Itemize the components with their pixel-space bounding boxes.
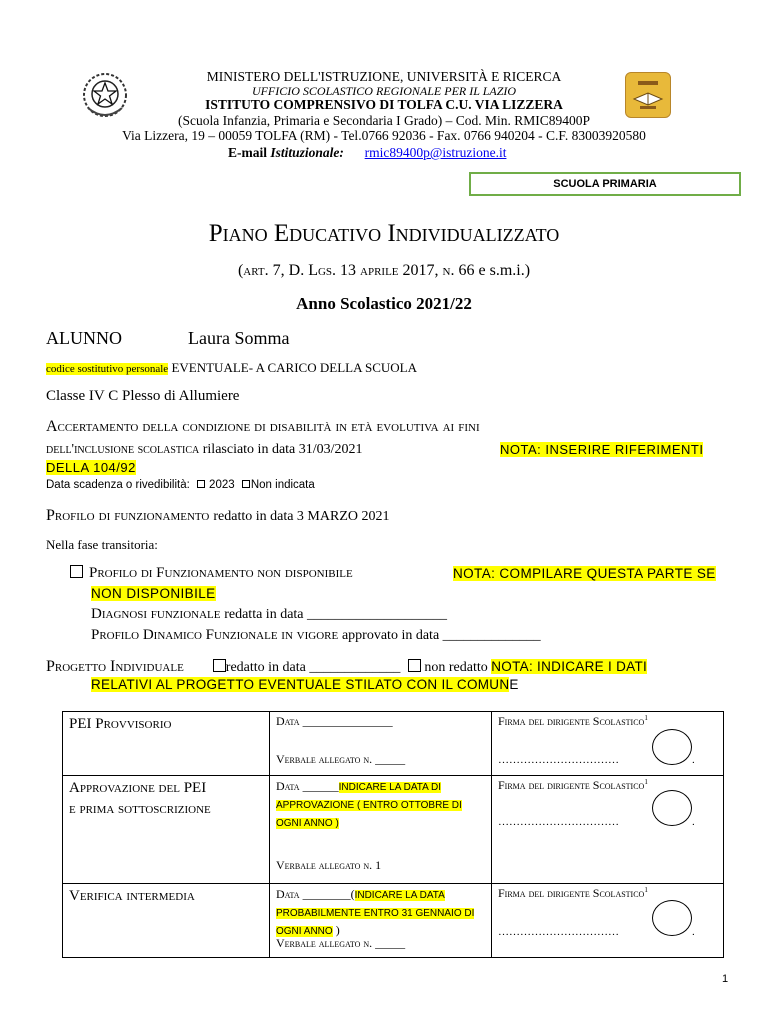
signature-line: ……………………………: [498, 754, 619, 766]
email-label-institutional: Istituzionale:: [270, 145, 344, 160]
document-subtitle: (art. 7, D. Lgs. 13 aprile 2017, n. 66 e s.m.i.): [237, 262, 531, 279]
row-label: PEI Provvisorio: [63, 712, 270, 776]
firma-cell: Firma del dirigente Scolastico$^1$ …………………………… .: [492, 776, 724, 884]
table-row: [63, 776, 724, 884]
progetto-line: [46, 658, 647, 676]
email-link[interactable]: rmic89400p@istruzione.it: [364, 145, 507, 160]
page-number: 1: [722, 973, 729, 985]
progetto-note-cont-line: [91, 677, 519, 692]
firma-cell: Firma del dirigente Scolastico$^1$ …………………………… .: [492, 712, 724, 776]
table-row: [63, 712, 724, 776]
verbale-field: Verbale allegato n. _____: [276, 936, 406, 950]
school-level-badge: SCUOLA PRIMARIA: [469, 172, 741, 196]
ministry-name: MINISTERO DELL'ISTRUZIONE, UNIVERSITÀ E RICERCA: [206, 69, 562, 84]
student-label: ALUNNO: [46, 328, 122, 348]
row-label: Verifica intermedia: [63, 884, 270, 958]
progetto-redatto-label: redatto in data _____________: [225, 660, 401, 675]
accertamento-line2: dell'inclusione scolastica rilasciato in data 31/03/2021: [46, 442, 363, 457]
signature-line: ……………………………: [498, 926, 619, 938]
email-line: [228, 145, 506, 161]
transitoria-note-cont: NON DISPONIBILE: [91, 586, 216, 601]
firma-cell: Firma del dirigente Scolastico$^1$ …………………………… .: [492, 884, 724, 958]
firma-label: Firma del dirigente Scolastico: [498, 778, 645, 792]
data-cell: Data ______INDICARE LA DATA DI APPROVAZIONE ( ENTRO OTTOBRE DI OGNI ANNO ) Verbale allegato n. 1: [270, 776, 492, 884]
diagnosi-line: Diagnosi funzionale redatta in data ____________________: [91, 606, 448, 622]
stamp-circle: [652, 729, 692, 765]
scadenza-non-indicata-label: Non indicata: [250, 479, 315, 491]
document-title: Piano Educativo Individualizzato: [208, 220, 560, 247]
data-cell: Data _______________ Verbale allegato n. _____: [270, 712, 492, 776]
student-name: Laura Somma: [188, 328, 290, 348]
regional-office: UFFICIO SCOLASTICO REGIONALE PER IL LAZIO: [251, 84, 517, 98]
code-line: [46, 360, 417, 376]
row-label: Approvazione del PEI e prima sottoscrizione: [63, 776, 270, 884]
email-label: E-mail: [228, 145, 271, 160]
fase-transitoria: Nella fase transitoria:: [46, 537, 158, 552]
table-row: [63, 884, 724, 958]
profilo-non-disponibile-checkbox[interactable]: [70, 565, 83, 578]
verifica-note: INDICARE LA DATA PROBABILMENTE ENTRO 31 GENNAIO DI OGNI ANNO: [276, 890, 475, 937]
stamp-circle: [652, 790, 692, 826]
school-year: Anno Scolastico 2021/22: [296, 294, 472, 313]
progetto-redatto-checkbox[interactable]: [213, 659, 226, 672]
institute-name: ISTITUTO COMPRENSIVO DI TOLFA C.U. VIA LIZZERA: [205, 97, 563, 112]
profilo-non-disponibile-item: [70, 565, 353, 582]
institute-address: Via Lizzera, 19 – 00059 TOLFA (RM) - Tel.0766 92036 - Fax. 0766 940204 - C.F. 83003920580: [122, 128, 646, 143]
scadenza-label: Data scadenza o rivedibilità:: [46, 479, 190, 491]
pei-signature-table: [62, 711, 724, 958]
code-label: codice sostitutivo personale: [46, 363, 169, 375]
accertamento-heading: Accertamento della condizione di disabilità in età evolutiva ai fini: [46, 418, 480, 435]
firma-label: Firma del dirigente Scolastico: [498, 886, 645, 900]
scadenza-line: [46, 479, 315, 491]
institute-levels: (Scuola Infanzia, Primaria e Secondaria I Grado) – Cod. Min. RMIC89400P: [177, 113, 591, 128]
progetto-note: NOTA: INDICARE I DATI: [491, 659, 648, 674]
scadenza-2023-label: 2023: [209, 479, 235, 491]
progetto-non-redatto-label: non redatto: [420, 660, 492, 675]
transitoria-note: NOTA: COMPILARE QUESTA PARTE SE: [453, 566, 716, 581]
profilo-line: Profilo di funzionamento redatto in data 3 MARZO 2021: [46, 507, 390, 524]
verbale-field: Verbale allegato n. _____: [276, 752, 406, 766]
progetto-note-cont: RELATIVI AL PROGETTO EVENTUALE STILATO CON IL COMUN: [91, 677, 510, 692]
progetto-label: Progetto Individuale: [46, 658, 184, 675]
progetto-note-tail: E: [509, 677, 519, 692]
scadenza-2023-checkbox[interactable]: [197, 480, 205, 488]
approvazione-note: INDICARE LA DATA DI APPROVAZIONE ( ENTRO OTTOBRE DI OGNI ANNO ): [276, 782, 462, 829]
accertamento-note: NOTA: INSERIRE RIFERIMENTI: [500, 442, 704, 457]
pdf-line: Profilo Dinamico Funzionale in vigore approvato in data ______________: [91, 627, 541, 643]
class-line: Classe IV C Plesso di Allumiere: [46, 388, 240, 404]
progetto-non-redatto-checkbox[interactable]: [408, 659, 421, 672]
stamp-circle: [652, 900, 692, 936]
verbale-field: Verbale allegato n. 1: [276, 858, 382, 872]
data-cell: Data ________(INDICARE LA DATA PROBABILMENTE ENTRO 31 GENNAIO DI OGNI ANNO ) Verbale allegato n. _____: [270, 884, 492, 958]
firma-label: Firma del dirigente Scolastico: [498, 714, 645, 728]
signature-line: ……………………………: [498, 816, 619, 828]
scadenza-non-indicata-checkbox[interactable]: [242, 480, 250, 488]
accertamento-note-cont: DELLA 104/92: [46, 460, 136, 475]
profilo-non-disponibile-label: Profilo di Funzionamento non disponibile: [89, 565, 353, 581]
code-value: EVENTUALE- A CARICO DELLA SCUOLA: [168, 360, 417, 375]
